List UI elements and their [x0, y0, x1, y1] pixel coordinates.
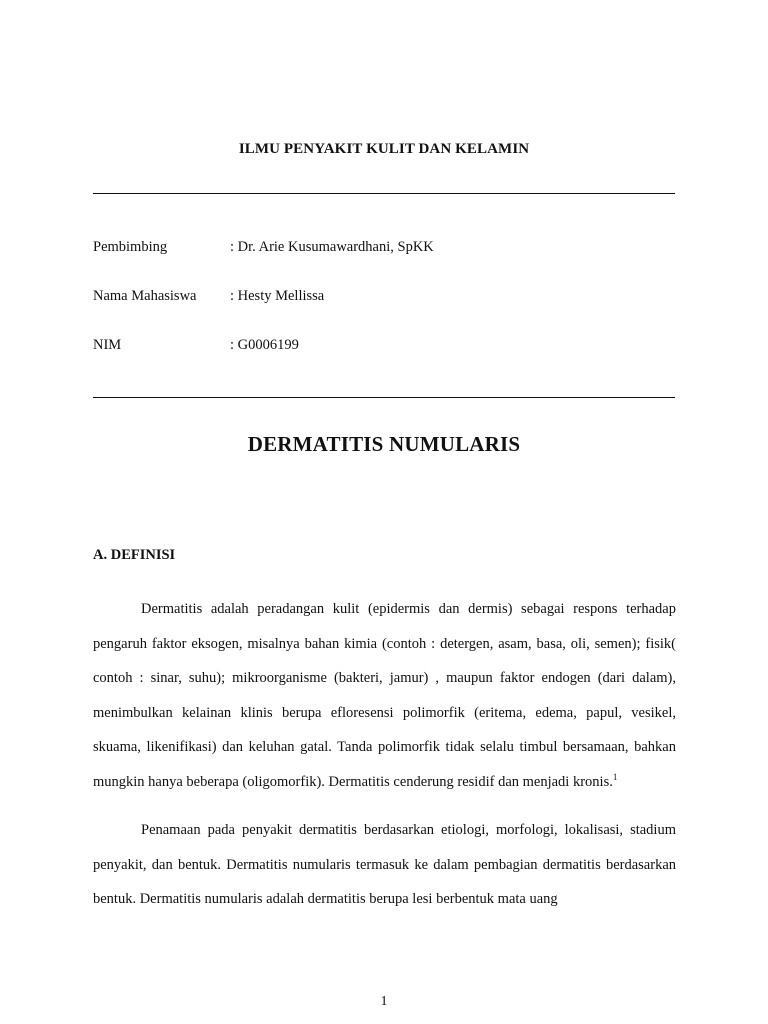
info-label: NIM: [93, 337, 122, 353]
paragraph-naming: [93, 813, 676, 917]
bottom-divider: [93, 397, 675, 398]
info-value: : Hesty Mellissa: [230, 288, 325, 304]
info-value: : Dr. Arie Kusumawardhani, SpKK: [230, 239, 434, 255]
document-body: [93, 592, 676, 917]
document-title: DERMATITIS NUMULARIS: [247, 432, 521, 456]
section-heading: A. DEFINISI: [93, 547, 176, 563]
info-value: : G0006199: [230, 337, 299, 353]
course-title: ILMU PENYAKIT KULIT DAN KELAMIN: [238, 141, 530, 157]
paragraph-definition-text: Dermatitis adalah peradangan kulit (epidermis dan dermis) sebagai respons terhadap pengaruh faktor eksogen, misalnya bahan kimia (contoh : detergen, asam, basa, oli, semen); fisik( contoh : sinar, suhu); mikroorganisme (bakteri, jamur) , maupun faktor endogen (dari dalam), menimbulkan kelainan klinis berupa efloresensi polimorfik (eritema, edema, papul, vesikel, skuama, likenifikasi) dan keluhan gatal. Tanda polimorfik tidak selalu timbul bersamaan, bahkan mungkin hanya beberapa (oligomorfik). Dermatitis cenderung residif dan menjadi kronis.: [93, 601, 676, 790]
paragraph-naming-text: Penamaan pada penyakit dermatitis berdasarkan etiologi, morfologi, lokalisasi, stadium penyakit, dan bentuk. Dermatitis numularis termasuk ke dalam pembagian dermatitis berdasarkan bentuk. Dermatitis numularis adalah dermatitis berupa lesi berbentuk mata uang: [93, 822, 676, 907]
info-label: Pembimbing: [93, 239, 168, 255]
paragraph-definition: [93, 592, 676, 799]
page-number: 1: [380, 994, 388, 1009]
top-divider: [93, 193, 675, 194]
info-label: Nama Mahasiswa: [93, 288, 197, 304]
footnote-marker: 1: [612, 771, 618, 782]
